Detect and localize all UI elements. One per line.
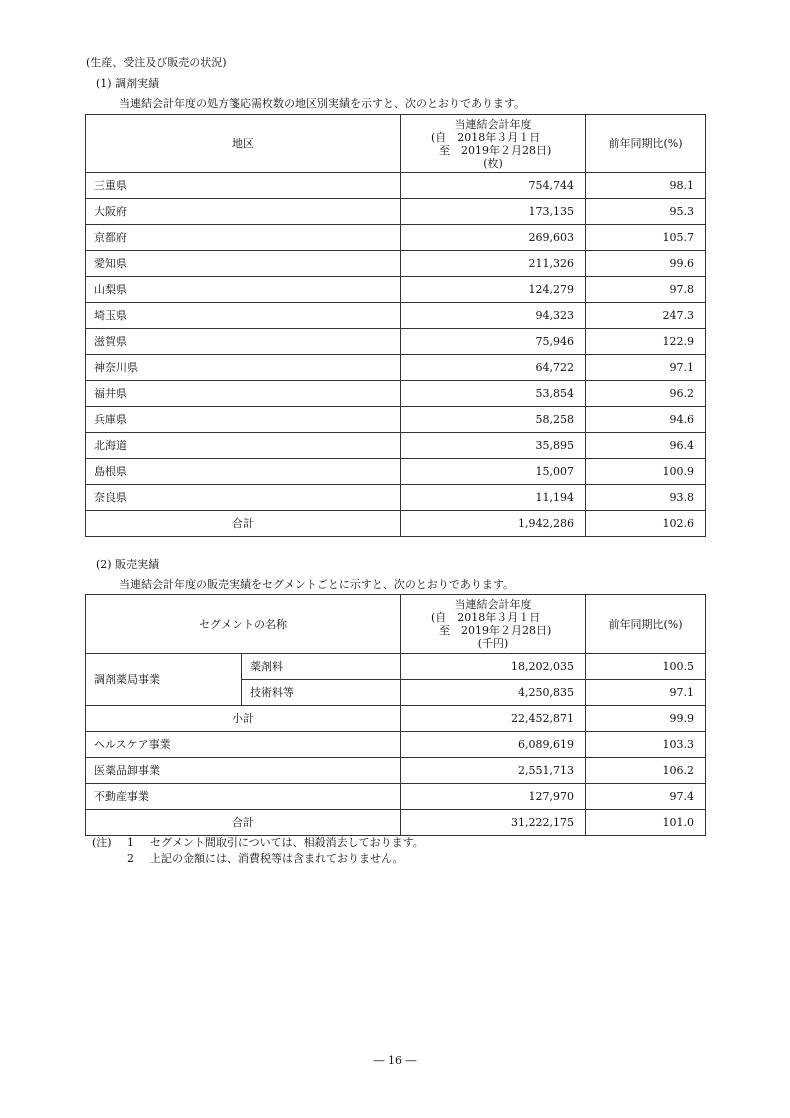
segment-amount: 6,089,619	[401, 732, 586, 758]
dispensing-intro: 当連結会計年度の処方箋応需枚数の地区別実績を示すと、次のとおりであります。	[119, 97, 526, 110]
sales-table	[85, 594, 706, 836]
yoy-ratio: 98.1	[586, 173, 706, 199]
period-title: 当連結会計年度	[454, 117, 532, 131]
yoy-ratio: 95.3	[586, 199, 706, 225]
yoy-ratio: 93.8	[586, 485, 706, 511]
table-row	[86, 459, 706, 485]
region-column-header: 地区	[86, 115, 401, 173]
dispensed-count: 53,854	[401, 381, 586, 407]
sales-total-row	[86, 810, 706, 836]
dispensed-count: 173,135	[401, 199, 586, 225]
yoy-ratio: 96.2	[586, 381, 706, 407]
yoy-ratio: 96.4	[586, 433, 706, 459]
region-name: 三重県	[86, 173, 401, 199]
table-row	[86, 173, 706, 199]
total-count: 1,942,286	[401, 511, 586, 537]
sales-total-amount: 31,222,175	[401, 810, 586, 836]
dispensed-count: 58,258	[401, 407, 586, 433]
note-number: 2	[127, 852, 134, 865]
dispensed-count: 15,007	[401, 459, 586, 485]
segment-name: ヘルスケア事業	[86, 732, 401, 758]
subtotal-ratio: 99.9	[586, 706, 706, 732]
table-row	[86, 381, 706, 407]
yoy-ratio: 94.6	[586, 407, 706, 433]
dispensed-count: 124,279	[401, 277, 586, 303]
dispensed-count: 75,946	[401, 329, 586, 355]
yoy-ratio: 105.7	[586, 225, 706, 251]
table-row	[86, 732, 706, 758]
period-column-header	[401, 115, 586, 173]
region-name: 福井県	[86, 381, 401, 407]
yoy-ratio: 247.3	[586, 303, 706, 329]
table-row	[86, 199, 706, 225]
table-row	[86, 355, 706, 381]
dispensed-count: 35,895	[401, 433, 586, 459]
sales-period-title: 当連結会計年度	[454, 598, 532, 611]
table-row	[86, 277, 706, 303]
dispensed-count: 269,603	[401, 225, 586, 251]
sub-segment-amount: 18,202,035	[401, 654, 586, 680]
segment-group-label: 調剤薬局事業	[86, 654, 242, 706]
yoy-ratio: 100.9	[586, 459, 706, 485]
sales-header-row	[86, 595, 706, 654]
dispensing-header-row	[86, 115, 706, 173]
page-number: ― 16 ―	[373, 1054, 417, 1067]
period-unit: (枚)	[483, 156, 503, 170]
table-row	[86, 225, 706, 251]
region-name: 埼玉県	[86, 303, 401, 329]
segment-name: 医薬品卸事業	[86, 758, 401, 784]
segment-name: 不動産事業	[86, 784, 401, 810]
region-name: 奈良県	[86, 485, 401, 511]
period-from: (自 2018年３月１日	[431, 130, 541, 144]
sales-heading: (2) 販売実績	[96, 558, 160, 571]
segment-ratio: 103.3	[586, 732, 706, 758]
region-name: 愛知県	[86, 251, 401, 277]
sub-segment-ratio: 97.1	[586, 680, 706, 706]
region-name: 兵庫県	[86, 407, 401, 433]
subtotal-amount: 22,452,871	[401, 706, 586, 732]
table-row	[86, 784, 706, 810]
dispensed-count: 754,744	[401, 173, 586, 199]
dispensed-count: 94,323	[401, 303, 586, 329]
region-name: 北海道	[86, 433, 401, 459]
dispensed-count: 211,326	[401, 251, 586, 277]
table-row	[86, 329, 706, 355]
table-row	[86, 433, 706, 459]
sales-intro: 当連結会計年度の販売実績をセグメントごとに示すと、次のとおりであります。	[119, 578, 515, 591]
segment-amount: 127,970	[401, 784, 586, 810]
dispensing-table	[85, 114, 706, 537]
sub-segment-amount: 4,250,835	[401, 680, 586, 706]
subtotal-label: 小計	[86, 706, 401, 732]
sales-period-unit: (千円)	[477, 637, 509, 650]
sales-period-column-header	[401, 595, 586, 654]
segment-amount: 2,551,713	[401, 758, 586, 784]
table-row	[86, 251, 706, 277]
region-name: 大阪府	[86, 199, 401, 225]
region-name: 山梨県	[86, 277, 401, 303]
yoy-ratio: 97.1	[586, 355, 706, 381]
segment-ratio: 97.4	[586, 784, 706, 810]
note-number: 1	[127, 836, 134, 849]
table-row	[86, 485, 706, 511]
region-name: 京都府	[86, 225, 401, 251]
section-heading: (生産、受注及び販売の状況)	[86, 56, 227, 69]
sub-segment-name: 技術料等	[242, 680, 401, 706]
total-label: 合計	[86, 511, 401, 537]
dispensing-total-row	[86, 511, 706, 537]
sales-period-to: 至 2019年２月28日)	[439, 624, 552, 637]
sub-segment-name: 薬剤料	[242, 654, 401, 680]
segment-ratio: 106.2	[586, 758, 706, 784]
ratio-column-header: 前年同期比(%)	[586, 115, 706, 173]
yoy-ratio: 99.6	[586, 251, 706, 277]
segment-column-header: セグメントの名称	[86, 595, 401, 654]
subtotal-row	[86, 706, 706, 732]
region-name: 滋賀県	[86, 329, 401, 355]
dispensing-heading: (1) 調剤実績	[96, 77, 160, 90]
notes-label: (注)	[92, 836, 112, 849]
region-name: 神奈川県	[86, 355, 401, 381]
period-to: 至 2019年２月28日)	[439, 143, 552, 157]
sales-period-from: (自 2018年３月１日	[431, 611, 541, 624]
table-row	[86, 407, 706, 433]
table-row	[86, 654, 706, 680]
note-text: 上記の金額には、消費税等は含まれておりません。	[150, 852, 404, 865]
table-row	[86, 758, 706, 784]
sales-total-label: 合計	[86, 810, 401, 836]
dispensed-count: 64,722	[401, 355, 586, 381]
sales-total-ratio: 101.0	[586, 810, 706, 836]
yoy-ratio: 97.8	[586, 277, 706, 303]
yoy-ratio: 122.9	[586, 329, 706, 355]
sub-segment-ratio: 100.5	[586, 654, 706, 680]
total-ratio: 102.6	[586, 511, 706, 537]
note-text: セグメント間取引については、相殺消去しております。	[150, 836, 424, 849]
table-row	[86, 303, 706, 329]
dispensed-count: 11,194	[401, 485, 586, 511]
sales-ratio-column-header: 前年同期比(%)	[586, 595, 706, 654]
region-name: 島根県	[86, 459, 401, 485]
